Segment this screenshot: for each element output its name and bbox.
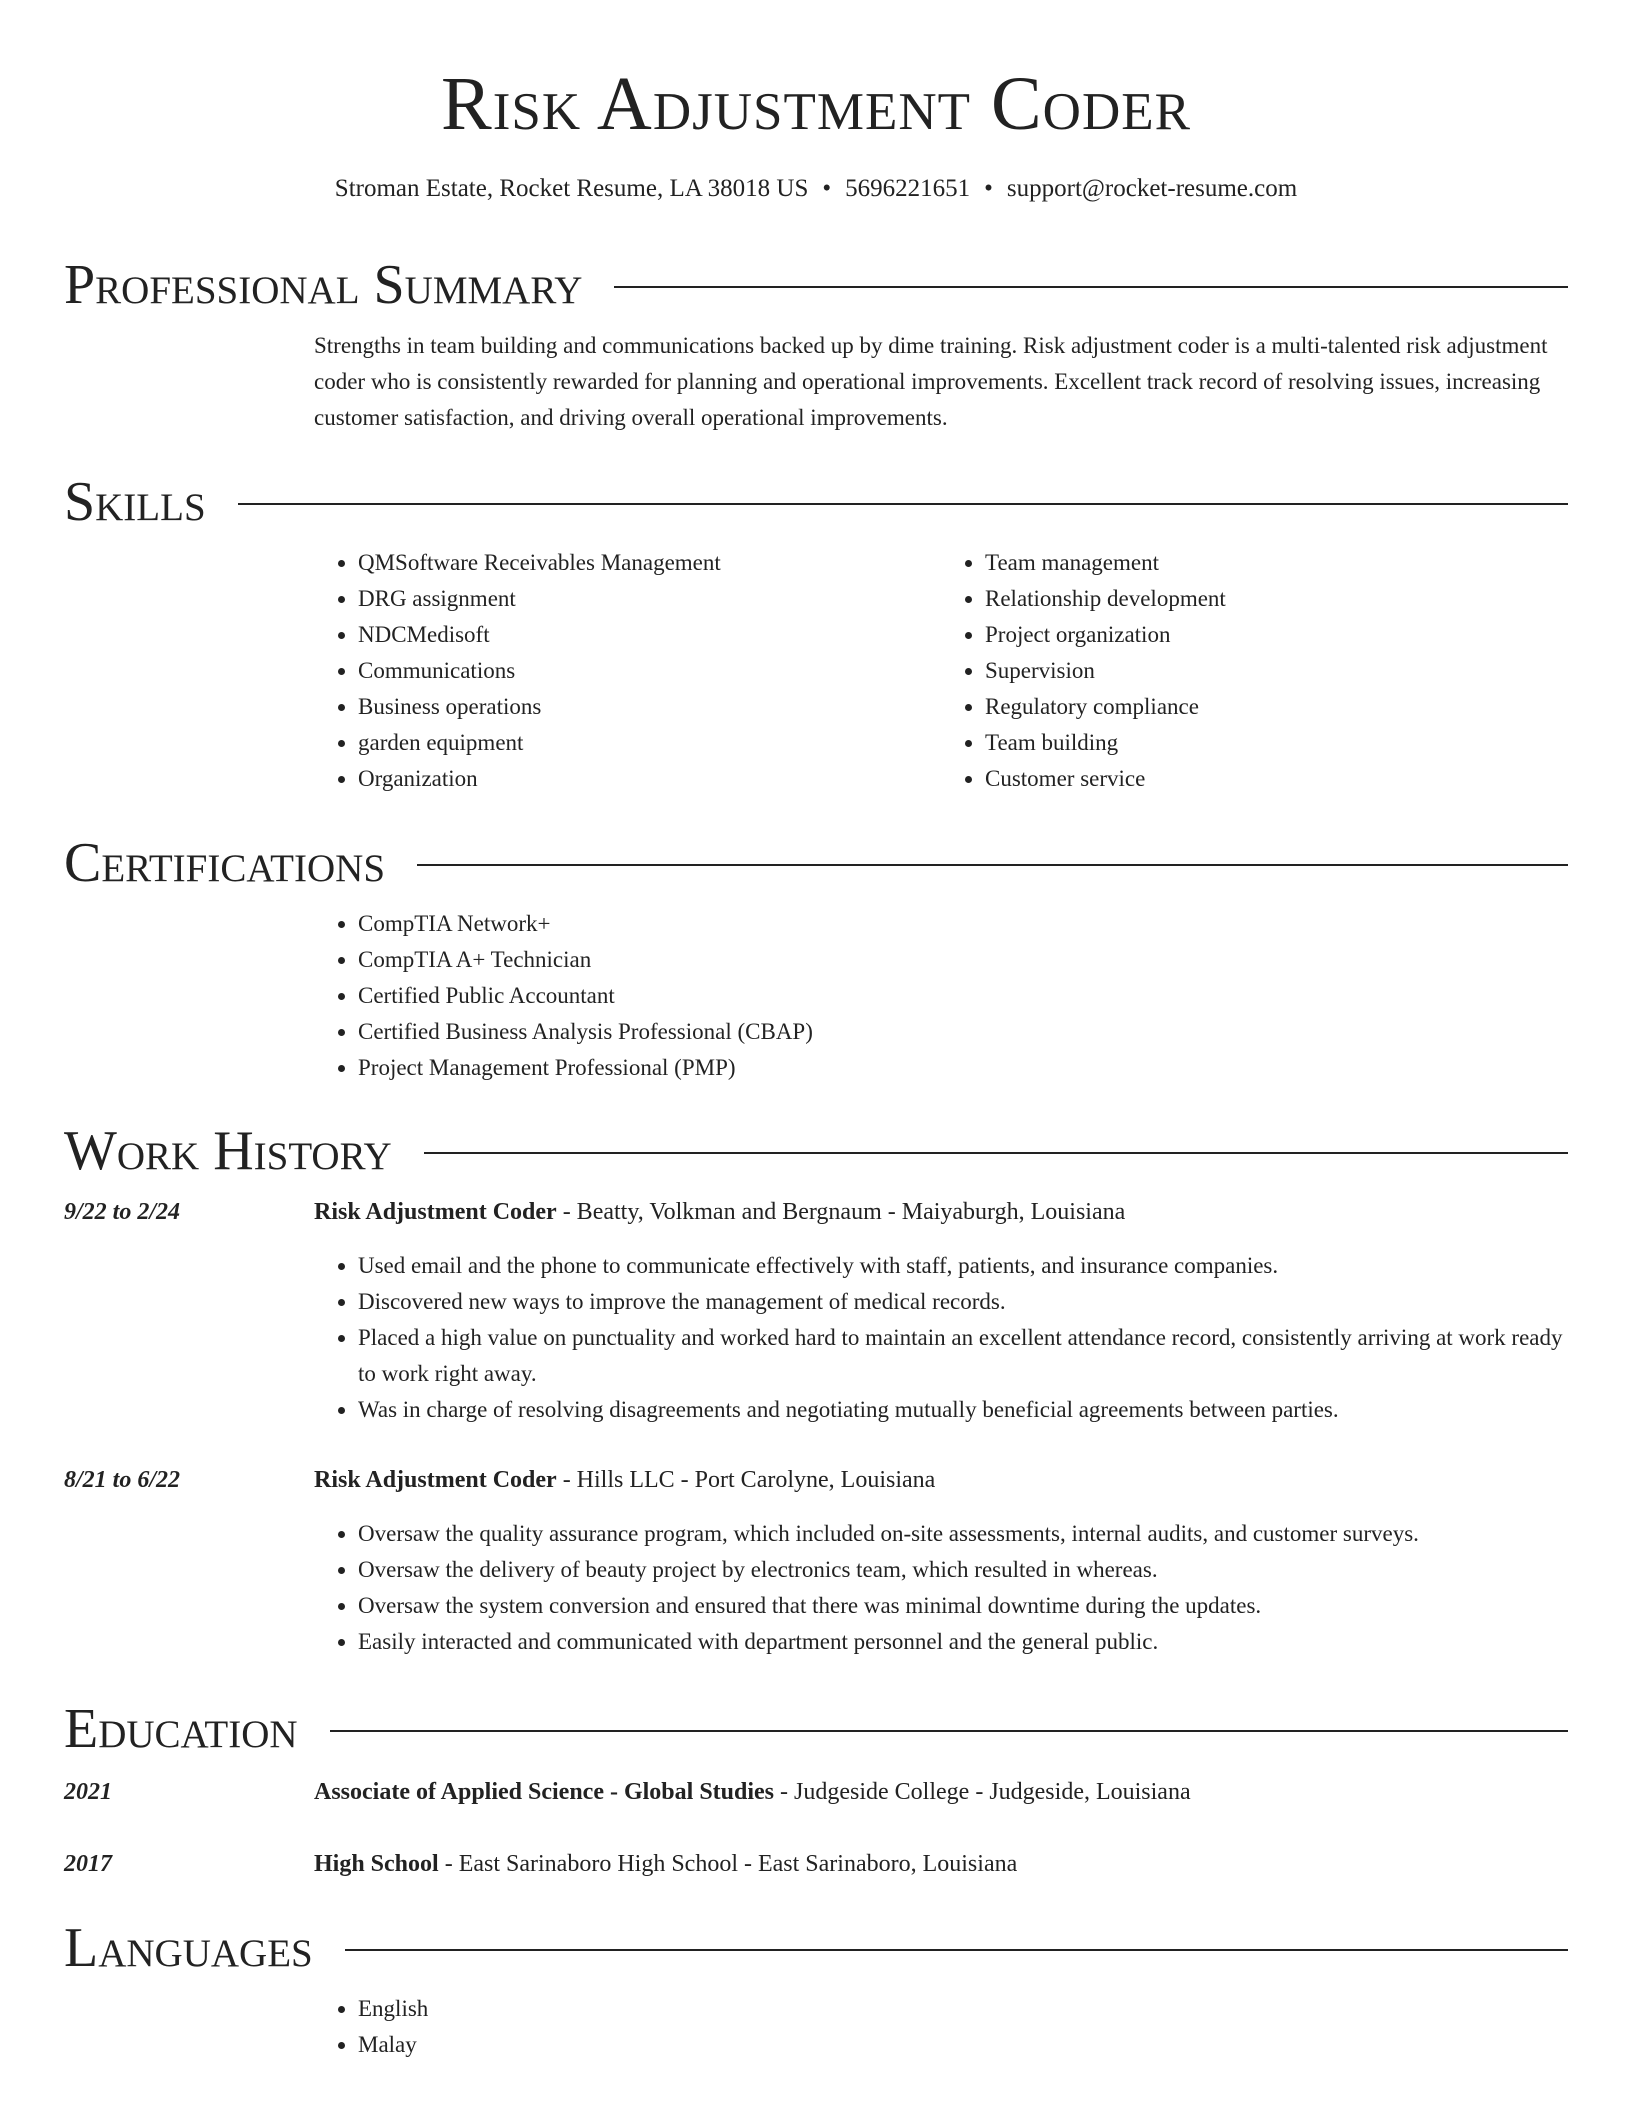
certifications-list xyxy=(314,906,1568,1086)
education-entry xyxy=(64,1774,1568,1810)
section-title: Certifications xyxy=(64,832,386,894)
job-title: Risk Adjustment Coder xyxy=(314,1199,557,1225)
job-info xyxy=(314,1462,1568,1498)
contact-separator: • xyxy=(984,175,993,202)
section-education xyxy=(64,1694,1568,1882)
job-dates: 8/21 to 6/22 xyxy=(64,1467,181,1493)
section-divider xyxy=(330,1730,1568,1732)
job-duty: • Oversaw the system conversion and ensured that there was minimal downtime during the updates. xyxy=(358,1588,1568,1624)
skills-list-left xyxy=(314,545,941,797)
contact-email[interactable]: support@rocket-resume.com xyxy=(1006,175,1298,202)
section-divider xyxy=(417,864,1568,866)
job-dates: 9/22 to 2/24 xyxy=(64,1199,181,1225)
section-languages xyxy=(64,1913,1568,2063)
education-info xyxy=(314,1774,1568,1810)
languages-list xyxy=(314,1991,1568,2063)
section-header xyxy=(64,828,1568,898)
education-year: 2017 xyxy=(64,1851,112,1877)
skill-item: • Customer service xyxy=(985,761,1568,797)
section-title: Professional Summary xyxy=(64,254,583,316)
section-certifications xyxy=(64,828,1568,1086)
section-divider xyxy=(238,503,1568,505)
education-year: 2021 xyxy=(64,1779,112,1805)
contact-separator: • xyxy=(822,175,832,202)
job-header xyxy=(64,1462,1568,1498)
certification-item: • CompTIA Network+ xyxy=(358,906,1568,942)
section-header xyxy=(64,1913,1568,1983)
section-divider xyxy=(345,1949,1568,1951)
education-school: - Judgeside College - Judgeside, Louisiana xyxy=(774,1779,1191,1805)
section-header xyxy=(64,467,1568,537)
skill-item: • Business operations xyxy=(358,689,941,725)
language-item: • Malay xyxy=(358,2027,1568,2063)
skill-item: • QMSoftware Receivables Management xyxy=(358,545,941,581)
resume-title: Risk Adjustment Coder xyxy=(441,62,1191,146)
skill-item: • Relationship development xyxy=(985,581,1568,617)
section-header xyxy=(64,1116,1568,1186)
skills-columns xyxy=(314,545,1568,797)
skill-item: • Team management xyxy=(985,545,1568,581)
section-work-history xyxy=(64,1116,1568,1660)
section-title: Languages xyxy=(64,1917,313,1979)
skills-list-right xyxy=(941,545,1568,797)
job-header xyxy=(64,1194,1568,1230)
contact-line xyxy=(0,172,1632,206)
certification-item: • Certified Business Analysis Professional (CBAP) xyxy=(358,1014,1568,1050)
job-duty: • Oversaw the quality assurance program, which included on-site assessments, internal audits, and customer surveys. xyxy=(358,1516,1568,1552)
section-title: Work History xyxy=(64,1120,392,1182)
certifications-content xyxy=(314,906,1568,1086)
certification-item: • Certified Public Accountant xyxy=(358,978,1568,1014)
skill-item: • Project organization xyxy=(985,617,1568,653)
job-duties xyxy=(314,1248,1568,1428)
job-duties-list xyxy=(314,1248,1568,1428)
job-entry xyxy=(64,1462,1568,1660)
skill-item: • Team building xyxy=(985,725,1568,761)
skill-item: • DRG assignment xyxy=(358,581,941,617)
skill-item: • NDCMedisoft xyxy=(358,617,941,653)
section-title: Skills xyxy=(64,471,206,533)
skill-item: • Supervision xyxy=(985,653,1568,689)
job-duty: • Discovered new ways to improve the management of medical records. xyxy=(358,1284,1568,1320)
job-entry xyxy=(64,1194,1568,1428)
section-summary xyxy=(64,250,1568,436)
language-item: • English xyxy=(358,1991,1568,2027)
job-title: Risk Adjustment Coder xyxy=(314,1467,557,1493)
section-header xyxy=(64,1694,1568,1764)
job-employer: - Beatty, Volkman and Bergnaum - Maiyaburgh, Louisiana xyxy=(556,1199,1126,1225)
job-employer: - Hills LLC - Port Carolyne, Louisiana xyxy=(556,1467,936,1493)
certification-item: • Project Management Professional (PMP) xyxy=(358,1050,1568,1086)
languages-content xyxy=(314,1991,1568,2063)
section-divider xyxy=(614,286,1568,288)
section-header xyxy=(64,250,1568,320)
job-duty: • Easily interacted and communicated with department personnel and the general public. xyxy=(358,1624,1568,1660)
skill-item: • Organization xyxy=(358,761,941,797)
skill-item: • Regulatory compliance xyxy=(985,689,1568,725)
education-degree: Associate of Applied Science - Global Studies xyxy=(314,1779,775,1805)
job-duties-list xyxy=(314,1516,1568,1660)
job-info xyxy=(314,1194,1568,1230)
certification-item: • CompTIA A+ Technician xyxy=(358,942,1568,978)
job-duty: • Used email and the phone to communicate effectively with staff, patients, and insurance companies. xyxy=(358,1248,1568,1284)
job-duty: • Oversaw the delivery of beauty project by electronics team, which resulted in whereas. xyxy=(358,1552,1568,1588)
job-duties xyxy=(314,1516,1568,1660)
skill-item: • garden equipment xyxy=(358,725,941,761)
education-info xyxy=(314,1846,1568,1882)
skill-item: • Communications xyxy=(358,653,941,689)
section-divider xyxy=(424,1152,1568,1154)
summary-text: Strengths in team building and communications backed up by dime training. Risk adjustment coder is a multi-talented risk adjustment coder who is consistently rewarded for planning and operational improvements. Excellent track record of resolving issues, increasing customer satisfaction, and driving overall operational improvements. xyxy=(314,333,1548,430)
education-entry xyxy=(64,1846,1568,1882)
contact-phone: 5696221651 xyxy=(845,175,971,202)
section-title: Education xyxy=(64,1698,298,1760)
contact-address: Stroman Estate, Rocket Resume, LA 38018 US xyxy=(334,175,809,202)
education-degree: High School xyxy=(314,1851,439,1877)
section-skills xyxy=(64,467,1568,797)
job-duty: • Was in charge of resolving disagreements and negotiating mutually beneficial agreements between parties. xyxy=(358,1392,1568,1428)
education-school: - East Sarinaboro High School - East Sarinaboro, Louisiana xyxy=(438,1851,1018,1877)
job-duty: • Placed a high value on punctuality and worked hard to maintain an excellent attendance record, consistently arriving at work ready to work right away. xyxy=(358,1320,1568,1392)
